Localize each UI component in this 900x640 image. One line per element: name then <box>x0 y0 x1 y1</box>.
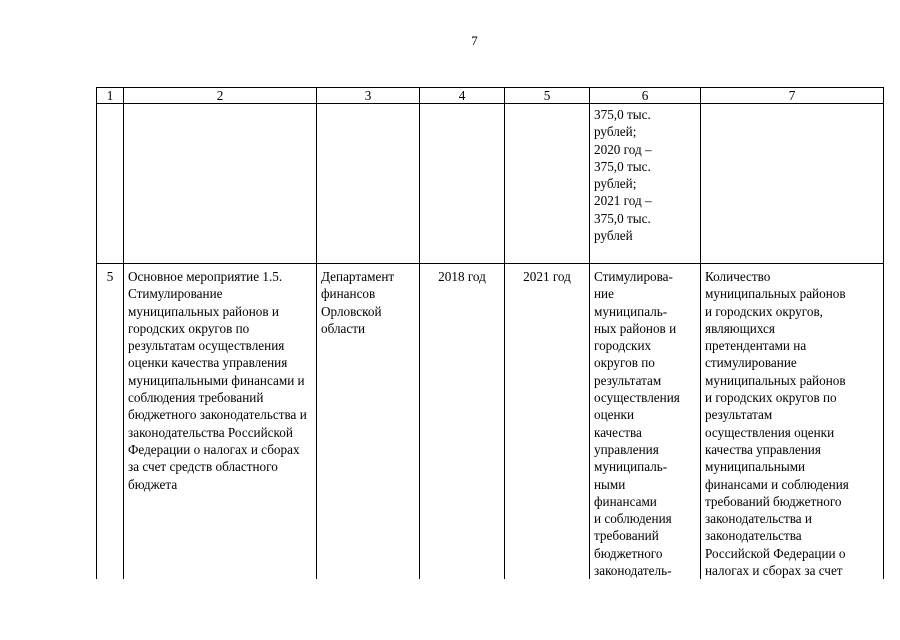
column-number-4: 4 <box>420 88 505 104</box>
cell-indicator <box>701 104 884 264</box>
column-number-5: 5 <box>505 88 590 104</box>
column-number-2: 2 <box>124 88 317 104</box>
cell-start <box>420 104 505 264</box>
cell-end: 2021 год <box>505 264 590 580</box>
cell-number <box>97 104 124 264</box>
cell-funding: 375,0 тыс. рублей; 2020 год – 375,0 тыс. рублей; 2021 год – 375,0 тыс. рублей <box>590 104 701 264</box>
table-header-row <box>97 88 884 104</box>
cell-end <box>505 104 590 264</box>
column-number-7: 7 <box>701 88 884 104</box>
page-number: 7 <box>471 33 478 48</box>
cell-number: 5 <box>97 264 124 580</box>
cell-indicator: Количество муниципальных районов и городских округов, являющихся претендентами на стимулирование муниципальных районов и городских округов по результатам осуществления оценки качества управления муниципальными финансами и соблюдения требований бюджетного законодательства и законодательства Российской Федерации о налогах и сборах за счет <box>701 264 884 580</box>
column-number-1: 1 <box>97 88 124 104</box>
cell-result: Стимулирова- ние муниципаль- ных районов и городских округов по результатам осуществления оценки качества управления муниципаль- ными финансами и соблюдения требований бюджетного законодатель- <box>590 264 701 580</box>
cell-activity <box>124 104 317 264</box>
table-row <box>97 264 884 580</box>
cell-executor: Департамент финансов Орловской области <box>317 264 420 580</box>
cell-activity: Основное мероприятие 1.5. Стимулирование муниципальных районов и городских округов по результатам осуществления оценки качества управления муниципальными финансами и соблюдения требований бюджетного законодательства и законодательства Российской Федерации о налогах и сборах за счет средств областного бюджета <box>124 264 317 580</box>
cell-start: 2018 год <box>420 264 505 580</box>
plan-table <box>96 87 884 579</box>
table-row-continued <box>97 104 884 264</box>
cell-executor <box>317 104 420 264</box>
column-number-3: 3 <box>317 88 420 104</box>
column-number-6: 6 <box>590 88 701 104</box>
